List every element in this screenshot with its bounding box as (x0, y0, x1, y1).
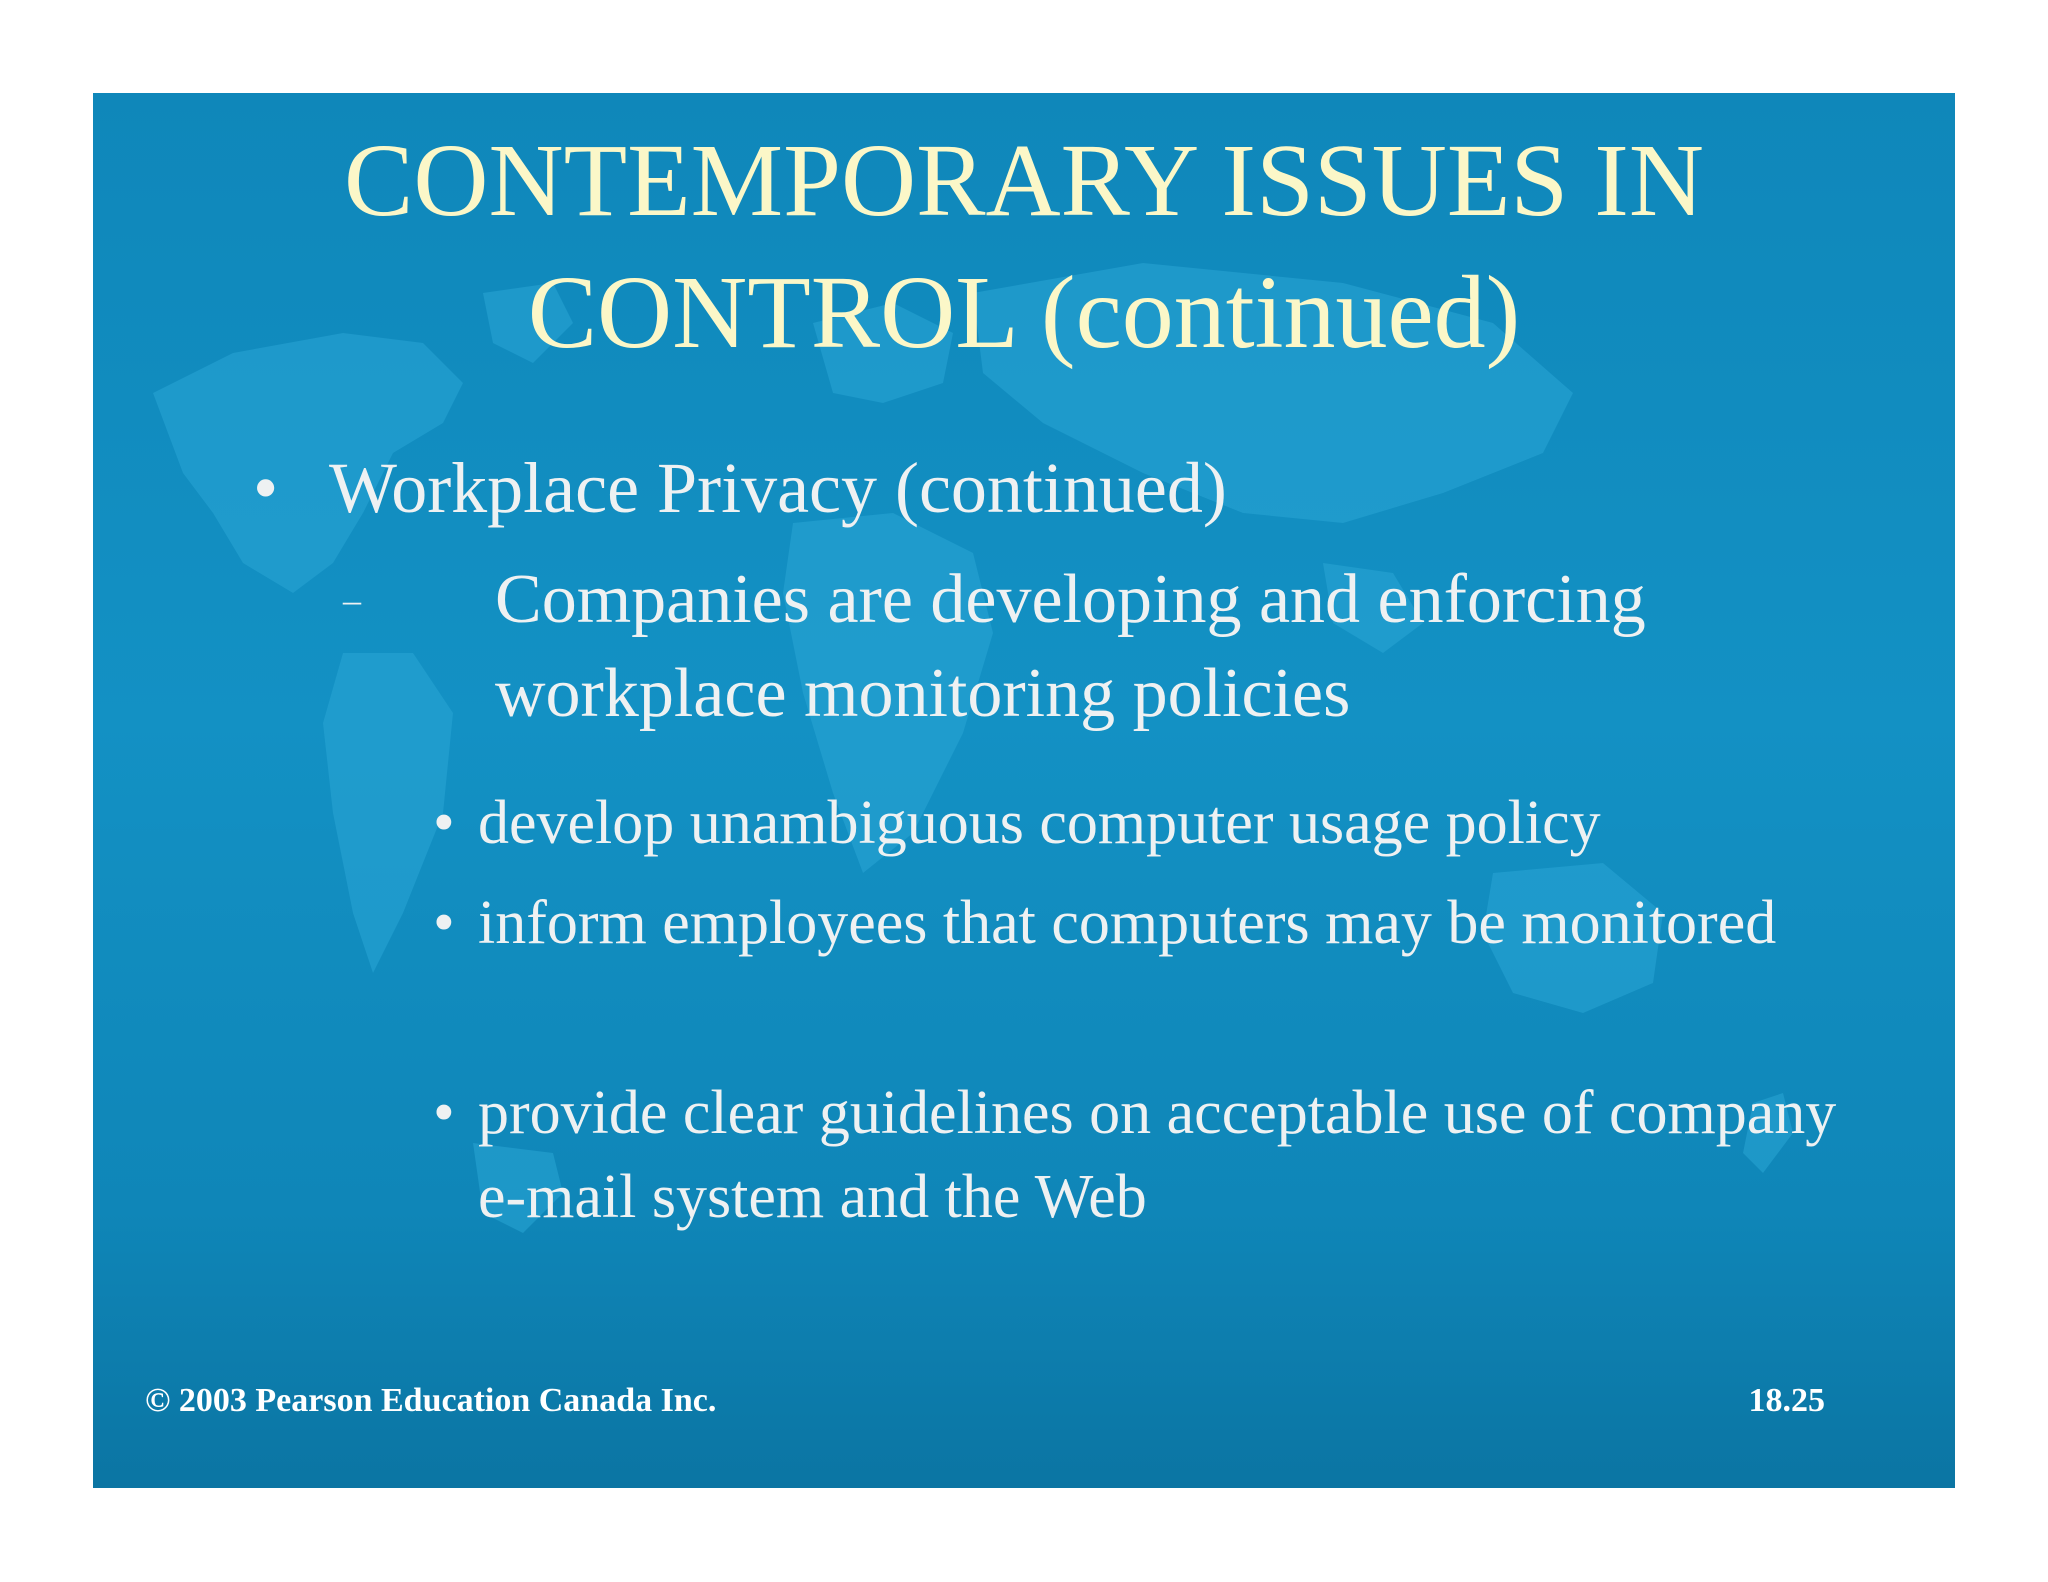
dash-icon: – (343, 580, 361, 620)
bullet-level-3-text: inform employees that computers may be monitored (478, 889, 1777, 957)
slide-title-line-1: CONTEMPORARY ISSUES IN (344, 123, 1704, 238)
footer-slide-number: 18.25 (1748, 1382, 1825, 1419)
footer-copyright: © 2003 Pearson Education Canada Inc. (145, 1382, 717, 1419)
slide-title-line-2: CONTROL (continued) (527, 255, 1521, 370)
bullet-level-2-text: Companies are developing and enforcing workplace monitoring policies (495, 561, 1646, 732)
bullet-icon: • (433, 1079, 455, 1147)
bullet-icon: • (433, 889, 455, 957)
slide (93, 93, 1955, 1488)
bullet-level-1-text: Workplace Privacy (continued) (329, 448, 1227, 528)
bullet-icon: • (433, 789, 455, 857)
bullet-level-3-text: develop unambiguous computer usage policy (478, 789, 1601, 857)
bullet-level-3-text: provide clear guidelines on acceptable use of company e-mail system and the Web (478, 1079, 1837, 1231)
bullet-icon: • (253, 448, 279, 528)
slide-title (93, 115, 1955, 379)
